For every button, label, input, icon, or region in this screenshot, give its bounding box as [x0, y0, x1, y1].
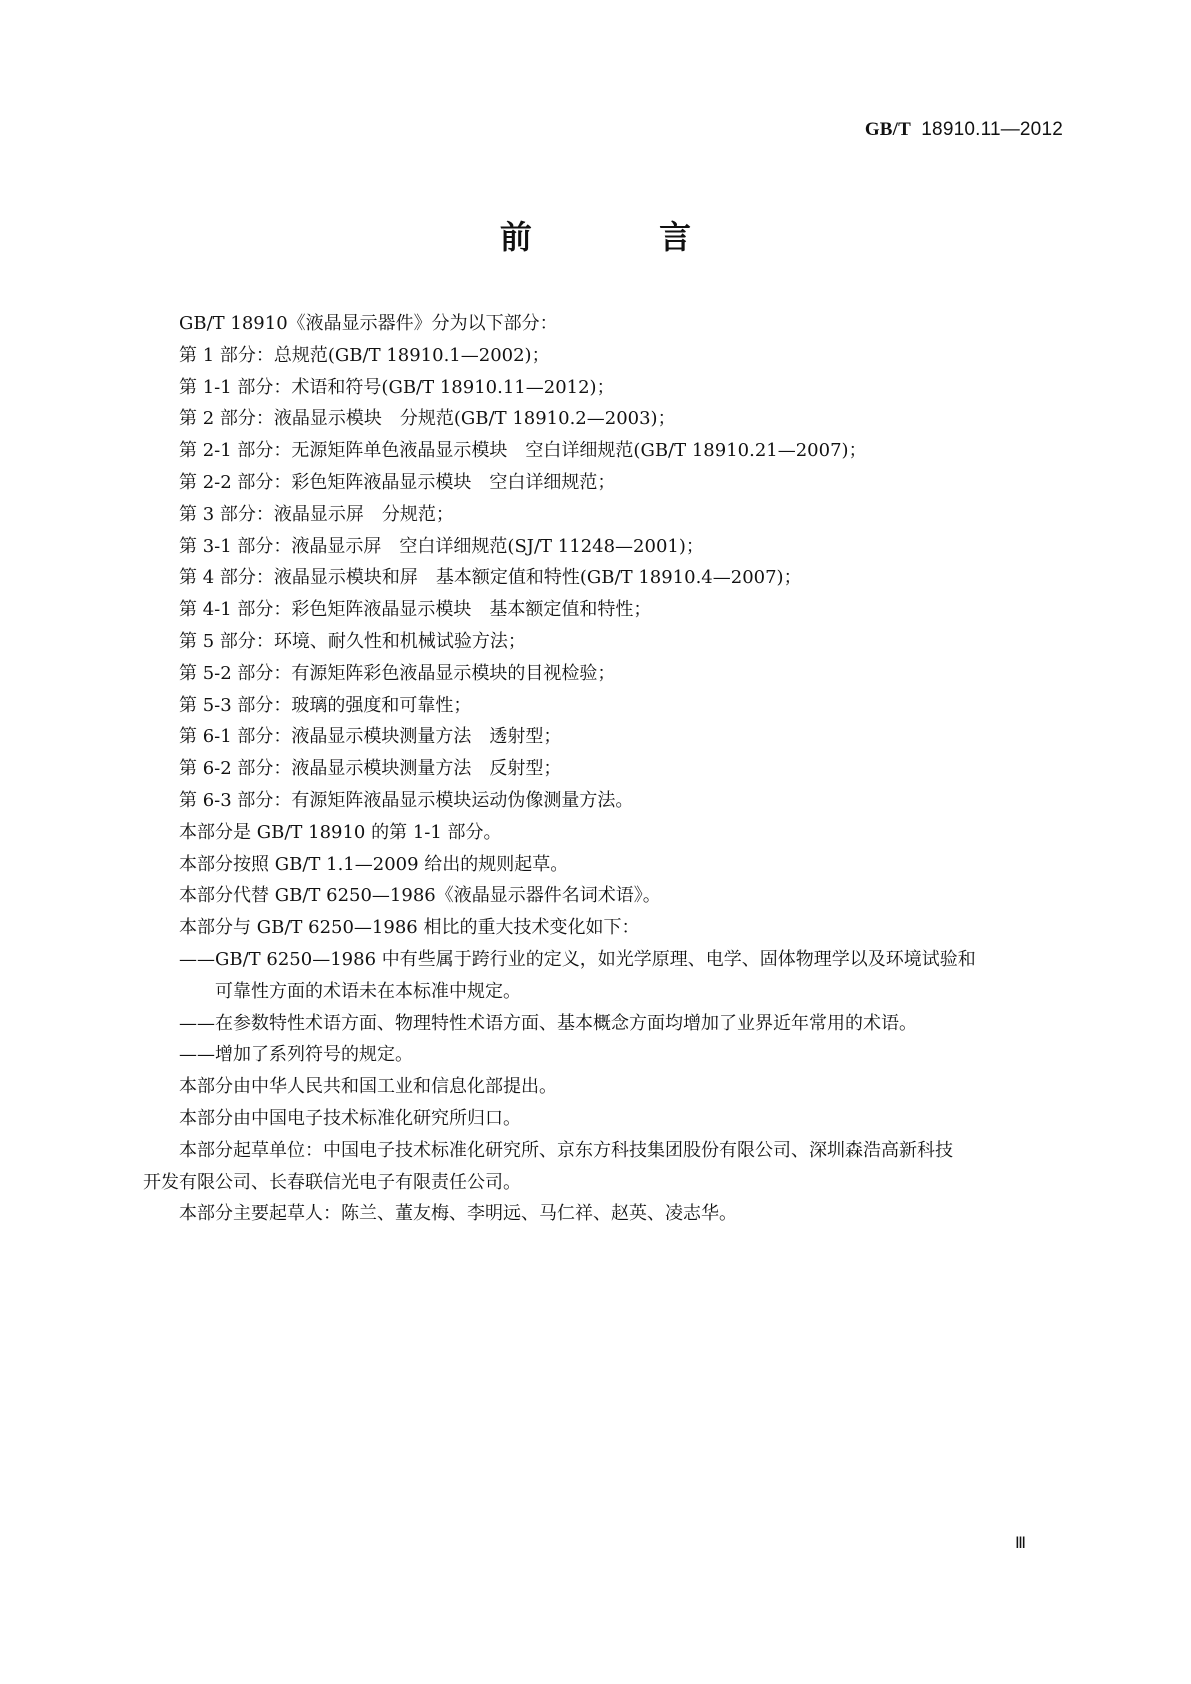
paragraph: 本部分起草单位：中国电子技术标准化研究所、京东方科技集团股份有限公司、深圳森浩高新科技: [179, 1139, 953, 1161]
intro-line: GB/T 18910《液晶显示器件》分为以下部分：: [179, 313, 558, 334]
part-list-item: 第 5 部分：环境、耐久性和机械试验方法；: [179, 630, 526, 652]
standard-number: 18910.11—2012: [921, 119, 1063, 140]
paragraph: 本部分由中国电子技术标准化研究所归口。: [179, 1107, 521, 1129]
part-list-item: 第 4-1 部分：彩色矩阵液晶显示模块 基本额定值和特性；: [179, 599, 652, 621]
part-list-item: 第 5-3 部分：玻璃的强度和可靠性；: [179, 694, 472, 716]
part-list-item: 第 1-1 部分：术语和符号(GB/T 18910.11—2012)；: [179, 376, 615, 398]
page-title: 前 言: [499, 218, 750, 256]
change-item: ——在参数特性术语方面、物理特性术语方面、基本概念方面均增加了业界近年常用的术语。: [179, 1012, 917, 1034]
change-item: ——增加了系列符号的规定。: [179, 1044, 413, 1066]
paragraph-continuation: 开发有限公司、长春联信光电子有限责任公司。: [143, 1171, 521, 1193]
change-item-continuation: 可靠性方面的术语未在本标准中规定。: [215, 980, 521, 1002]
part-list-item: 第 6-2 部分：液晶显示模块测量方法 反射型；: [179, 758, 562, 780]
change-item: ——GB/T 6250—1986 中有些属于跨行业的定义，如光学原理、电学、固体物理学以及环境试验和: [179, 948, 976, 970]
part-list-item: 第 2-2 部分：彩色矩阵液晶显示模块 空白详细规范；: [179, 471, 616, 493]
part-list-item: 第 5-2 部分：有源矩阵彩色液晶显示模块的目视检验；: [179, 662, 616, 684]
part-list-item: 第 3 部分：液晶显示屏 分规范；: [179, 503, 454, 525]
part-list-item: 第 3-1 部分：液晶显示屏 空白详细规范(SJ/T 11248—2001)；: [179, 535, 704, 557]
paragraph: 本部分按照 GB/T 1.1—2009 给出的规则起草。: [179, 853, 569, 875]
part-list-item: 第 1 部分：总规范(GB/T 18910.1—2002)；: [179, 344, 550, 366]
part-list-item: 第 6-1 部分：液晶显示模块测量方法 透射型；: [179, 726, 562, 748]
paragraph: 本部分由中华人民共和国工业和信息化部提出。: [179, 1076, 557, 1098]
paragraph: 本部分是 GB/T 18910 的第 1-1 部分。: [179, 821, 502, 843]
part-list-item: 第 4 部分：液晶显示模块和屏 基本额定值和特性(GB/T 18910.4—2007)；: [179, 567, 802, 589]
foreword-body: [143, 308, 1065, 1230]
page-number: Ⅲ: [1014, 1535, 1026, 1552]
standard-code: GB/T: [864, 119, 912, 140]
standard-number-header: [865, 118, 1063, 141]
part-list-item: 第 6-3 部分：有源矩阵液晶显示模块运动伪像测量方法。: [179, 789, 634, 811]
paragraph: 本部分代替 GB/T 6250—1986《液晶显示器件名词术语》。: [179, 885, 661, 907]
paragraph: 本部分与 GB/T 6250—1986 相比的重大技术变化如下：: [179, 917, 640, 939]
part-list-item: 第 2-1 部分：无源矩阵单色液晶显示模块 空白详细规范(GB/T 18910.21—2007)；: [179, 440, 867, 462]
part-list-item: 第 2 部分：液晶显示模块 分规范(GB/T 18910.2—2003)；: [179, 408, 676, 430]
paragraph: 本部分主要起草人：陈兰、董友梅、李明远、马仁祥、赵英、凌志华。: [179, 1203, 737, 1225]
